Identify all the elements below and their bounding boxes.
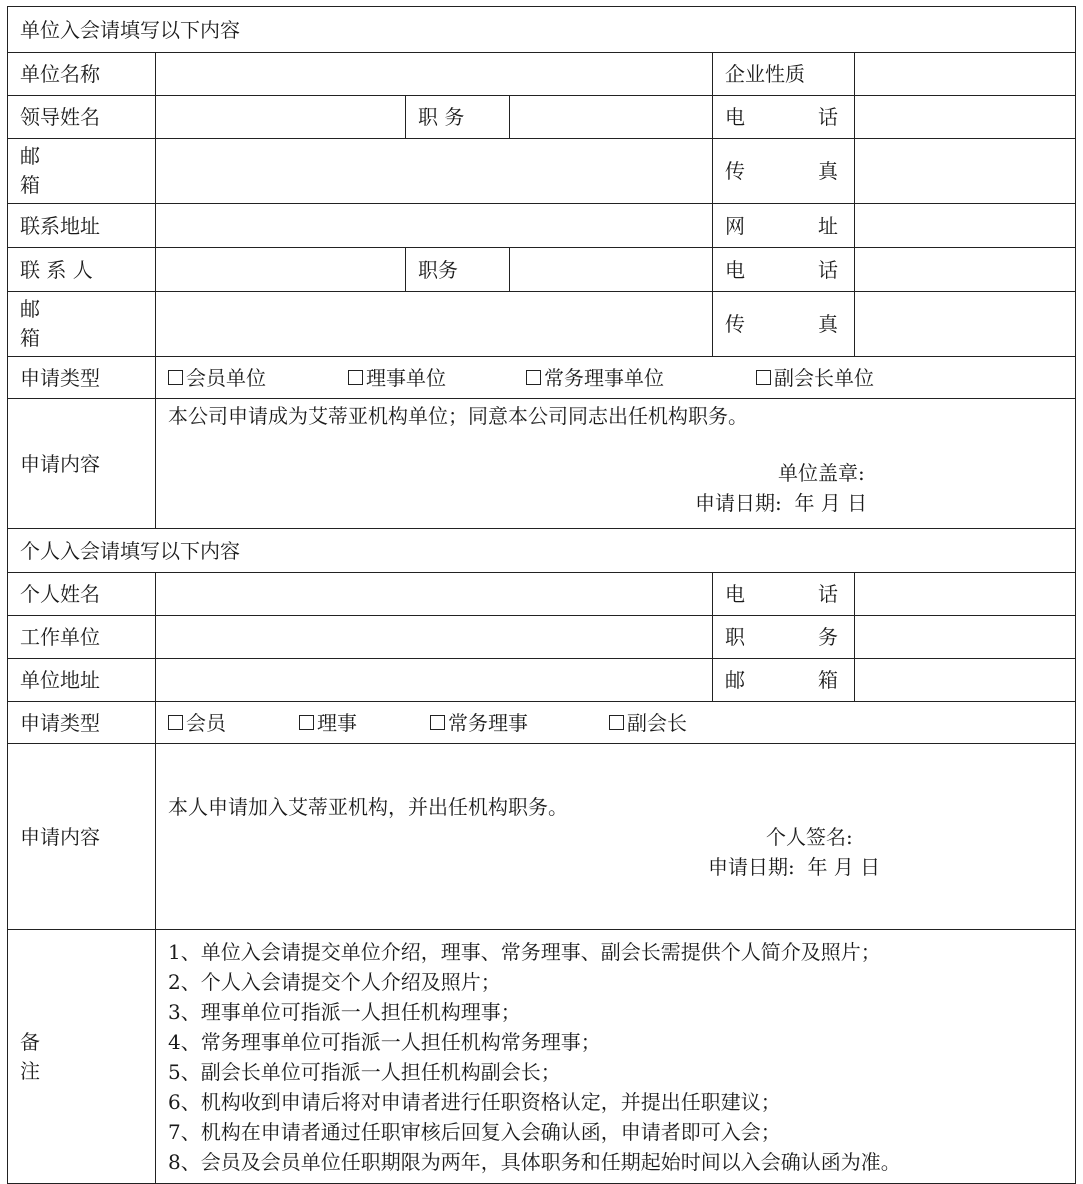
personal-name-label: 个人姓名 bbox=[8, 573, 156, 616]
contact-person-label: 联 系 人 bbox=[8, 248, 156, 292]
contact-title-label: 职务 bbox=[406, 248, 510, 292]
checkbox-icon[interactable] bbox=[348, 370, 363, 385]
leader-name-label: 领导姓名 bbox=[8, 96, 156, 139]
work-address-label: 单位地址 bbox=[8, 659, 156, 702]
unit-address-input[interactable] bbox=[156, 204, 713, 248]
checkbox-icon[interactable] bbox=[168, 370, 183, 385]
leader-name-input[interactable] bbox=[156, 96, 406, 139]
note-item: 2、个人入会请提交个人介绍及照片； bbox=[168, 969, 501, 994]
personal-date-label: 申请日期: 年 月 日 bbox=[708, 854, 881, 879]
leader-title-input[interactable] bbox=[510, 96, 713, 139]
contact-person-input[interactable] bbox=[156, 248, 406, 292]
unit-name-input[interactable] bbox=[156, 53, 713, 96]
notes-cell bbox=[156, 930, 1076, 1184]
personal-type-options bbox=[156, 702, 1076, 744]
notes-label: 备 注 bbox=[8, 930, 156, 1184]
enterprise-nature-label: 企业性质 bbox=[713, 53, 855, 96]
note-item: 5、副会长单位可指派一人担任机构副会长； bbox=[168, 1059, 561, 1084]
contact-email-input[interactable] bbox=[156, 292, 713, 357]
contact-phone-label: 电 话 bbox=[713, 248, 855, 292]
unit-type-options bbox=[156, 357, 1076, 399]
personal-phone-label: 电 话 bbox=[713, 573, 855, 616]
personal-email-label: 邮 箱 bbox=[713, 659, 855, 702]
unit-fax-input[interactable] bbox=[855, 139, 1076, 204]
contact-phone-input[interactable] bbox=[855, 248, 1076, 292]
note-item: 8、会员及会员单位任职期限为两年，具体职务和任期起始时间以入会确认函为准。 bbox=[168, 1149, 901, 1174]
leader-phone-input[interactable] bbox=[855, 96, 1076, 139]
note-item: 1、单位入会请提交单位介绍，理事、常务理事、副会长需提供个人简介及照片； bbox=[168, 939, 881, 964]
personal-signature-label: 个人签名: bbox=[766, 824, 853, 849]
checkbox-icon[interactable] bbox=[168, 715, 183, 730]
unit-content-cell bbox=[156, 399, 1076, 529]
personal-type-label: 申请类型 bbox=[8, 702, 156, 744]
personal-title-label: 职 务 bbox=[713, 616, 855, 659]
note-item: 3、理事单位可指派一人担任机构理事； bbox=[168, 999, 521, 1024]
checkbox-icon[interactable] bbox=[756, 370, 771, 385]
checkbox-icon[interactable] bbox=[526, 370, 541, 385]
unit-website-label: 网 址 bbox=[713, 204, 855, 248]
unit-type-option[interactable]: 理事单位 bbox=[348, 363, 526, 393]
work-address-input[interactable] bbox=[156, 659, 713, 702]
unit-email-input[interactable] bbox=[156, 139, 713, 204]
personal-type-option[interactable]: 理事 bbox=[299, 708, 430, 738]
checkbox-icon[interactable] bbox=[609, 715, 624, 730]
checkbox-icon[interactable] bbox=[299, 715, 314, 730]
personal-type-option[interactable]: 副会长 bbox=[609, 708, 687, 738]
contact-fax-input[interactable] bbox=[855, 292, 1076, 357]
note-item: 7、机构在申请者通过任职审核后回复入会确认函，申请者即可入会； bbox=[168, 1119, 781, 1144]
contact-title-input[interactable] bbox=[510, 248, 713, 292]
unit-email-label: 邮 箱 bbox=[8, 139, 156, 204]
workplace-input[interactable] bbox=[156, 616, 713, 659]
unit-content-text: 本公司申请成为艾蒂亚机构单位；同意本公司同志出任机构职务。 bbox=[168, 404, 748, 428]
unit-type-option[interactable]: 常务理事单位 bbox=[526, 363, 756, 393]
unit-date-label: 申请日期: 年 月 日 bbox=[695, 491, 868, 515]
leader-phone-label: 电 话 bbox=[713, 96, 855, 139]
unit-type-option[interactable]: 会员单位 bbox=[168, 363, 348, 393]
unit-fax-label: 传 真 bbox=[713, 139, 855, 204]
workplace-label: 工作单位 bbox=[8, 616, 156, 659]
note-item: 4、常务理事单位可指派一人担任机构常务理事； bbox=[168, 1029, 601, 1054]
personal-section-header: 个人入会请填写以下内容 bbox=[8, 529, 1076, 573]
note-item: 6、机构收到申请后将对申请者进行任职资格认定，并提出任职建议； bbox=[168, 1089, 781, 1114]
enterprise-nature-input[interactable] bbox=[855, 53, 1076, 96]
personal-title-input[interactable] bbox=[855, 616, 1076, 659]
leader-title-label: 职 务 bbox=[406, 96, 510, 139]
personal-content-cell bbox=[156, 744, 1076, 930]
personal-email-input[interactable] bbox=[855, 659, 1076, 702]
unit-seal-label: 单位盖章: bbox=[778, 461, 865, 485]
personal-content-label: 申请内容 bbox=[8, 744, 156, 930]
membership-form bbox=[7, 6, 1076, 1184]
personal-content-text: 本人申请加入艾蒂亚机构，并出任机构职务。 bbox=[168, 794, 568, 819]
unit-website-input[interactable] bbox=[855, 204, 1076, 248]
unit-content-label: 申请内容 bbox=[8, 399, 156, 529]
unit-type-label: 申请类型 bbox=[8, 357, 156, 399]
unit-address-label: 联系地址 bbox=[8, 204, 156, 248]
unit-name-label: 单位名称 bbox=[8, 53, 156, 96]
personal-type-option[interactable]: 会员 bbox=[168, 708, 299, 738]
unit-section-header: 单位入会请填写以下内容 bbox=[8, 7, 1076, 53]
personal-phone-input[interactable] bbox=[855, 573, 1076, 616]
contact-email-label: 邮 箱 bbox=[8, 292, 156, 357]
personal-type-option[interactable]: 常务理事 bbox=[430, 708, 609, 738]
unit-type-option[interactable]: 副会长单位 bbox=[756, 363, 874, 393]
personal-name-input[interactable] bbox=[156, 573, 713, 616]
checkbox-icon[interactable] bbox=[430, 715, 445, 730]
contact-fax-label: 传 真 bbox=[713, 292, 855, 357]
